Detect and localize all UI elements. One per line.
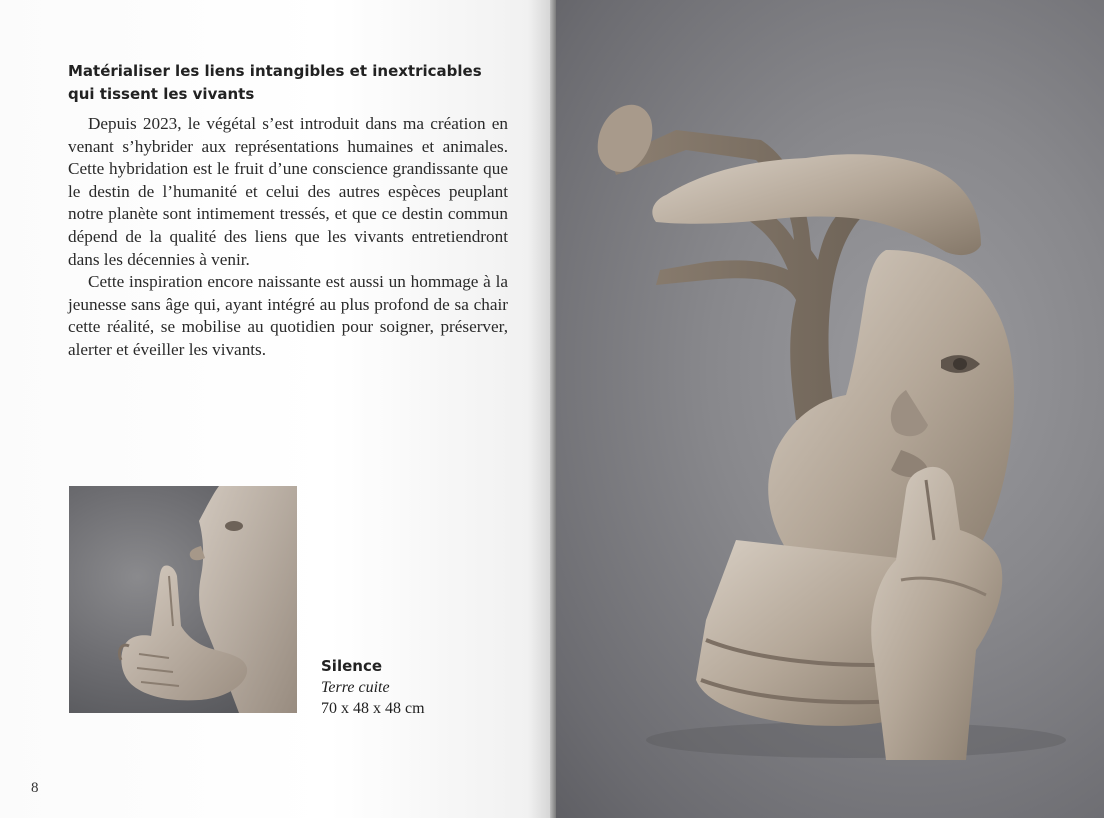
sculpture-detail-illustration (69, 486, 297, 713)
artwork-title: Silence (321, 657, 383, 675)
artwork-medium: Terre cuite (321, 679, 390, 696)
paragraph-2: Cette inspiration encore naissante est aussi un hommage à la jeunesse sans âge qui, ayant intégré au plus profond de sa chair cette réalité, se mobilise au quotidien pour soigner, préserver, alerter et éveiller les vivants. (68, 272, 508, 359)
sculpture-detail-photo (69, 486, 297, 713)
sculpture-illustration (556, 0, 1104, 818)
artwork-dimensions: 70 x 48 x 48 cm (321, 700, 425, 717)
body-text (68, 113, 508, 362)
section-heading: Matérialiser les liens intangibles et inextricables qui tissent les vivants (68, 62, 482, 103)
page-number: 8 (31, 780, 39, 796)
paragraph-1: Depuis 2023, le végétal s’est introduit dans ma création en venant s’hybrider aux représentations humaines et animales. Cette hybridation est le fruit d’une conscience grandissante que le destin de l’humanité et celui des autres espèces peuplant notre planète sont intimement tressés, et que ce destin commun dépend de la qualité des liens que les vivants entretiendront dans les décennies à venir. (68, 114, 508, 269)
left-page (0, 0, 550, 818)
sculpture-photo (556, 0, 1104, 818)
artwork-caption (321, 656, 425, 719)
